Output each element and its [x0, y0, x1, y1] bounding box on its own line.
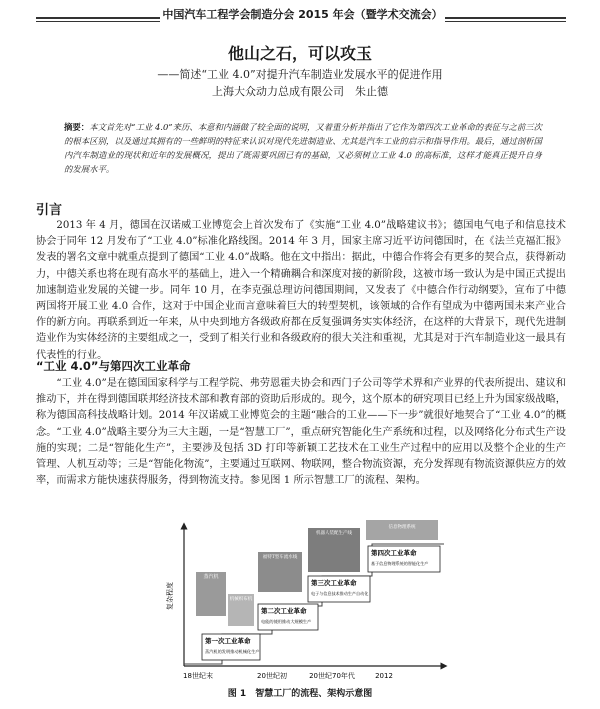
stage-1 [202, 634, 260, 660]
x-tick-label: 18世纪末 [183, 672, 213, 680]
stage-desc: 电能的使用推动大规模生产 [261, 619, 312, 624]
x-tick-label: 20世纪70年代 [309, 672, 355, 680]
conference-header [0, 0, 600, 36]
stage-3 [308, 576, 370, 602]
section-intro-text: 2013 年 4 月，德国在汉诺威工业博览会上首次发布了《实施“工业 4.0”战略建议书》；德国电气电子和信息技术协会于同年 12 月发布了“工业 4.0”标准化路线图。2014 年 3 月，国家主席习近平访问德国时，在《法兰克福汇报》发表的署名文章中就重点提到了德国“工业 4.0”战略。他在文中指出：据此，中德合作将会有更多的契合点，获得新动力，中德关系也将在现有高水平的基础上，进入一个精确耦合和深度对接的新阶段，这被市场一致认为是中国正式提出加速制造业发展的关键一步。同年 10 月，在李克强总理访问德国期间，又发表了《中德合作行动纲要》，宣布了中德两国将开展工业 4.0 合作，这对于中国企业而言意味着巨大的转型契机，该领域的合作有望成为中德两国未来产业合作的新方向。再联系到近一年来，从中央到地方各级政府都在反复强调务实实体经济，在这样的大背景下，现代先进制造业作为实体经济的主要组成之一，受到了相关行业和各级政府的很大关注和重视，尤其是对于汽车制造业这一最具有代表性的行业。 [36, 220, 566, 361]
x-tick-label: 20世纪初 [257, 672, 287, 680]
stage-desc: 电子与信息技术推动生产自动化 [311, 591, 369, 596]
stage-title: 第一次工业革命 [205, 637, 251, 645]
stage-desc: 基于信息物理系统的智能化生产 [371, 561, 429, 566]
photo-label: 蒸汽机 [203, 574, 219, 580]
photo-label: 机器人装配生产线 [316, 531, 352, 536]
section-heading-industry40: “工业 4.0”与第四次工业革命 [36, 359, 191, 373]
title-block [0, 36, 600, 99]
stage-title: 第二次工业革命 [261, 607, 307, 615]
stage-4 [368, 546, 440, 572]
cps-photo [366, 520, 438, 540]
paper-subtitle: ——简述“工业 4.0”对提升汽车制造业发展水平的促进作用 [157, 68, 443, 81]
photo-label: 信息物理系统 [388, 525, 416, 530]
paper-author: 上海大众动力总成有限公司 朱止德 [212, 85, 388, 98]
stage-title: 第四次工业革命 [371, 549, 417, 557]
figure-caption: 图 1 智慧工厂的流程、架构示意图 [227, 689, 373, 699]
stage-title: 第三次工业革命 [311, 579, 357, 587]
conference-title: 中国汽车工程学会制造分会 2015 年会（暨学术交流会） [160, 8, 445, 22]
section-heading-intro: 引言 [36, 203, 63, 218]
x-tick-label: 2012 [375, 672, 393, 680]
paper-title: 他山之石，可以攻玉 [227, 44, 372, 63]
abstract-text: 本文首先对“工业 4.0”来历、本意和内涵做了较全面的说明，又着重分析并指出了它作为第四次工业革命的表征与之前三次的根本区别，以及通过其拥有的一些鲜明的特征来认识对现代先进制造业、尤其是汽车工业的启示和指导作用。最后，通过剖析国内汽车制造业的现状和近年的发展概况，提出了既需要巩固已有的基础，又必须树立工业 4.0 的高标准，这样才能真正提升自身的发展水平。 [64, 122, 543, 174]
industrial-revolution-figure [162, 516, 452, 686]
photo-label: 福特T型车流水线 [262, 555, 298, 560]
stage-desc: 蒸汽机的发明推动机械化生产 [205, 649, 260, 654]
section-industry40-text: “工业 4.0”是在德国国家科学与工程学院、弗劳恩霍夫协会和西门子公司等学术界和产业界的代表所提出、建议和推动下，并在得到德国联邦经济技术部和教育部的资助后形成的。现今，这个原本的研究项目已经上升为国家级战略，称为德国高科技战略计划。2014 年汉诺威工业博览会的主题“融合的工业——下一步”就很好地契合了“工业 4.0”的概念。“工业 4.0”战略主要分为三大主题，一是“智慧工厂”，重点研究智能化生产系统和过程，以及网络化分布式生产设施的实现；二是“智能化生产”，主要涉及包括 3D 打印等新颖工艺技术在工业生产过程中的应用以及整个企业的生产管理、人机互动等；三是“智能化物流”，主要通过互联网、物联网，整合物流资源，充分发挥现有物流资源供应方的效率，而需求方能快速获得服务，得到物流支持。参见图 1 所示智慧工厂的流程、架构。 [36, 378, 566, 487]
abstract-label: 摘要： [64, 122, 90, 132]
y-axis-label: 复杂程度 [166, 582, 174, 610]
stage-2 [258, 604, 318, 630]
photo-label: 机械织布机 [229, 597, 253, 602]
abstract [64, 120, 542, 176]
